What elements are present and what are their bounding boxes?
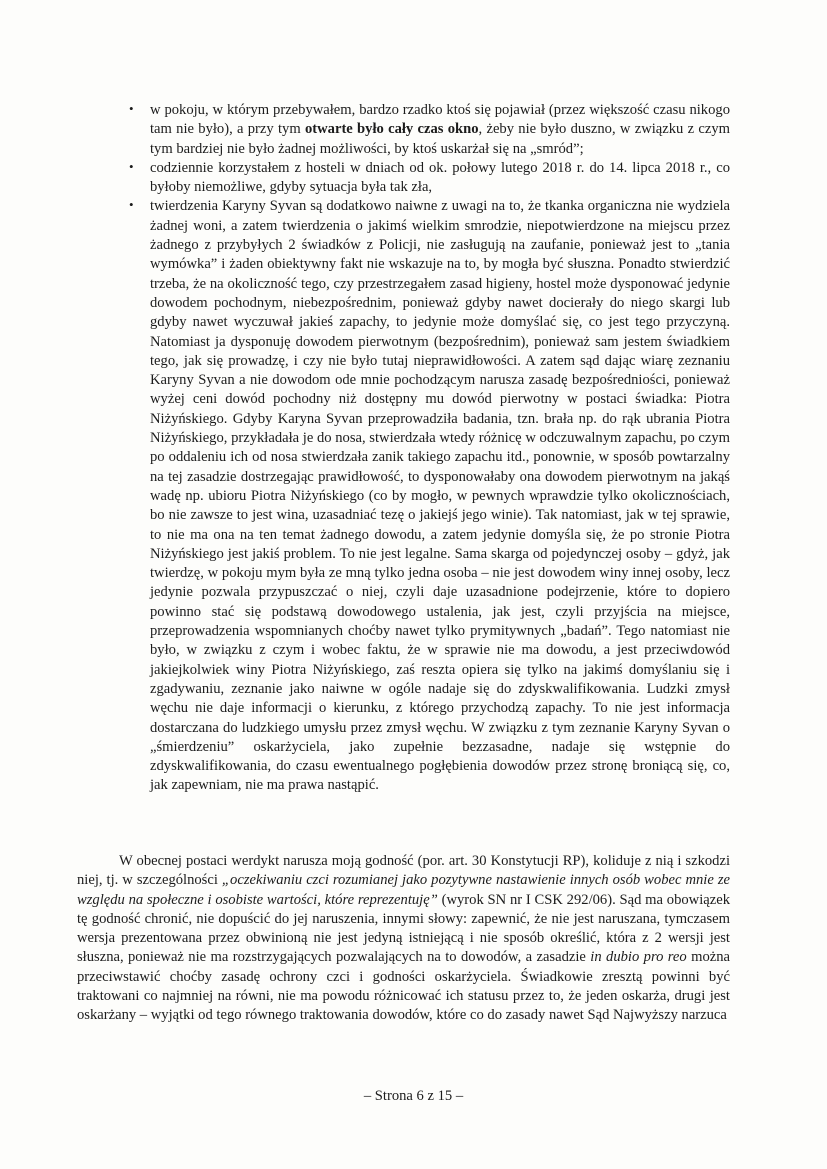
bullet-icon: • [129, 197, 134, 213]
bullet-icon: • [129, 101, 134, 116]
bold-phrase: otwarte było cały czas okno [304, 121, 479, 138]
bullet-icon: • [129, 158, 134, 174]
list-item [126, 197, 730, 795]
bullet-list [126, 101, 730, 796]
page-number: – Strona 6 z 15 – [363, 1088, 464, 1104]
bullet-text: codziennie korzystałem z hosteli w dniach od ok. połowy lutego 2018 r. do 14. lipca 2018 r., co byłoby niemożliwe, gdyby sytuacja była tak zła, [150, 159, 730, 196]
list-item [126, 101, 730, 159]
quote-italic: „oczekiwaniu czci rozumianej jako pozytywne nastawienie innych osób wobec mnie ze względu na społeczne i osobiste wartości, które reprezentuję” [77, 872, 731, 908]
bullet-text: twierdzenia Karyny Syvan są dodatkowo naiwne z uwagi na to, że tkanka organiczna nie wydziela żadnej woni, a zatem twierdzenia o jakimś wielkim smrodzie, niepotwierdzone na miejscu przez żadnego z przybyłych 2 świadków z Policji, nie zasługują na zaufanie, ponieważ jest to „tania wymówka” i żaden obiektywny fakt nie wskazuje na to, by mogła być słuszna. Ponadto stwierdzić trzeba, że na okoliczność tego, czy przestrzegałem zasad higieny, hostel może dysponować jedynie dowodem pochodnym, niebezpośrednim, ponieważ gdyby nawet docierały do niego skargi lub gdyby nawet wyczuwał jakieś zapachy, to jedynie może domyślać się, co jest tego przyczyną. Natomiast ja dysponuję dowodem pierwotnym (bezpośrednim), ponieważ sam jestem świadkiem tego, jak się prowadzę, i czy nie było tutaj nieprawidłowości. A zatem sąd dając wiarę zeznaniu Karyny Syvan a nie dowodom ode mnie pochodzącym narusza zasadę bezpośredniości, ponieważ wyżej ceni dowód pochodny niż dostępny mu dowód pierwotny w postaci świadka: Piotra Niżyńskiego. Gdyby Karyna Syvan przeprowadziła badania, tzn. brała np. do rąk ubrania Piotra Niżyńskiego, przykładała je do nosa, stwierdzała wtedy różnicę w odczuwalnym zapachu, po czym po oddaleniu ich od nosa stwierdzała zanik takiego zapachu itd., ponownie, w sposób powtarzalny na tej zasadzie dostrzegając prawidłowość, to dysponowałaby ona dowodem pierwotnym na jakąś wadę np. ubioru Piotra Niżyńskiego (co by mogło, w pewnych wprawdzie tylko okolicznościach, bo nie zawsze to jest wina, uzasadniać tezę o jakiejś jego winie). Tak natomiast, jak w tej sprawie, to nie ma ona na ten temat żadnego dowodu, a zatem jedynie domyśla się, że po stronie Piotra Niżyńskiego jest jakiś problem. To nie jest legalne. Sama skarga od pojedynczej osoby – gdyż, jak twierdzę, w pokoju mym była ze mną tylko jedna osoba – nie jest dowodem winy innej osoby, lecz jedynie pozwala przypuszczać o niej, czyli daje uzasadnione podejrzenie, które to dopiero powinno stać się podstawą dowodowego ustalenia, jak jest, czyli przyjścia na miejsce, przeprowadzenia wspomnianych choćby nawet tylko prymitywnych „badań”. Tego natomiast nie było, w związku z czym i wobec faktu, że w sprawie nie ma dowodu, a jest przeciwdowód jakiejkolwiek winy Piotra Niżyńskiego, zaś reszta opiera się tylko na jakimś domyślaniu się i zgadywaniu, zeznanie jako naiwne w ogóle nadaje się do zdyskwalifikowania. Ludzki zmysł węchu nie daje informacji o kierunku, z którego przychodzą zapachy. To nie jest informacja dostarczana do ludzkiego umysłu przez zmysł węchu. W związku z tym zeznanie Karyny Syvan o „śmierdzeniu” oskarżyciela, jako zupełnie bezzasadne, nadaje się wstępnie do zdyskwalifikowania, do czasu ewentualnego pogłębienia dowodów przez stronę broniącą się, co, jak zapewniam, nie ma prawa nastąpić. [150, 198, 730, 794]
paragraph-text: W obecnej postaci werdykt narusza moją godność (por. art. 30 Konstytucji RP), koliduje z nią i szkodzi niej, tj. w szczególności „oczekiwaniu czci rozumianej jako pozytywne nastawienie innych osób wobec mnie ze względu na społeczne i osobiste wartości, które reprezentuję” (wyrok SN nr I CSK 292/06). Sąd ma obowiązek tę godność chronić, nie dopuścić do jej naruszenia, innymi słowy: zapewnić, że nie jest naruszana, tymczasem wersja prezentowana przez obwinioną nie jest jedyną istniejącą i nie sposób określić, która z 2 wersji jest słuszna, ponieważ nie ma rozstrzygających pozwalających na to dowodów, a zasadzie in dubio pro reo można przeciwstawić choćby zasadę ochrony czci i godności oskarżyciela. Świadkowie zresztą powinni być traktowani co najmniej na równi, nie ma powodu różnicować ich statusu przez to, że jeden oskarża, drugi jest oskarżany – wyjątki od tego równego traktowania dowodów, które co do zasady nawet Sąd Najwyższy narzuca [77, 853, 731, 1024]
list-item [126, 159, 730, 198]
bullet-text: w pokoju, w którym przebywałem, bardzo rzadko ktoś się pojawiał (przez większość czasu nikogo tam nie było), a przy tym otwarte było cały czas okno, żeby nie było duszno, w związku z czym tym bardziej nie było żadnej możliwości, by ktoś uskarżał się na „smród”; [150, 102, 730, 157]
latin-phrase: in dubio pro reo [590, 949, 687, 966]
body-paragraph [77, 852, 730, 1026]
